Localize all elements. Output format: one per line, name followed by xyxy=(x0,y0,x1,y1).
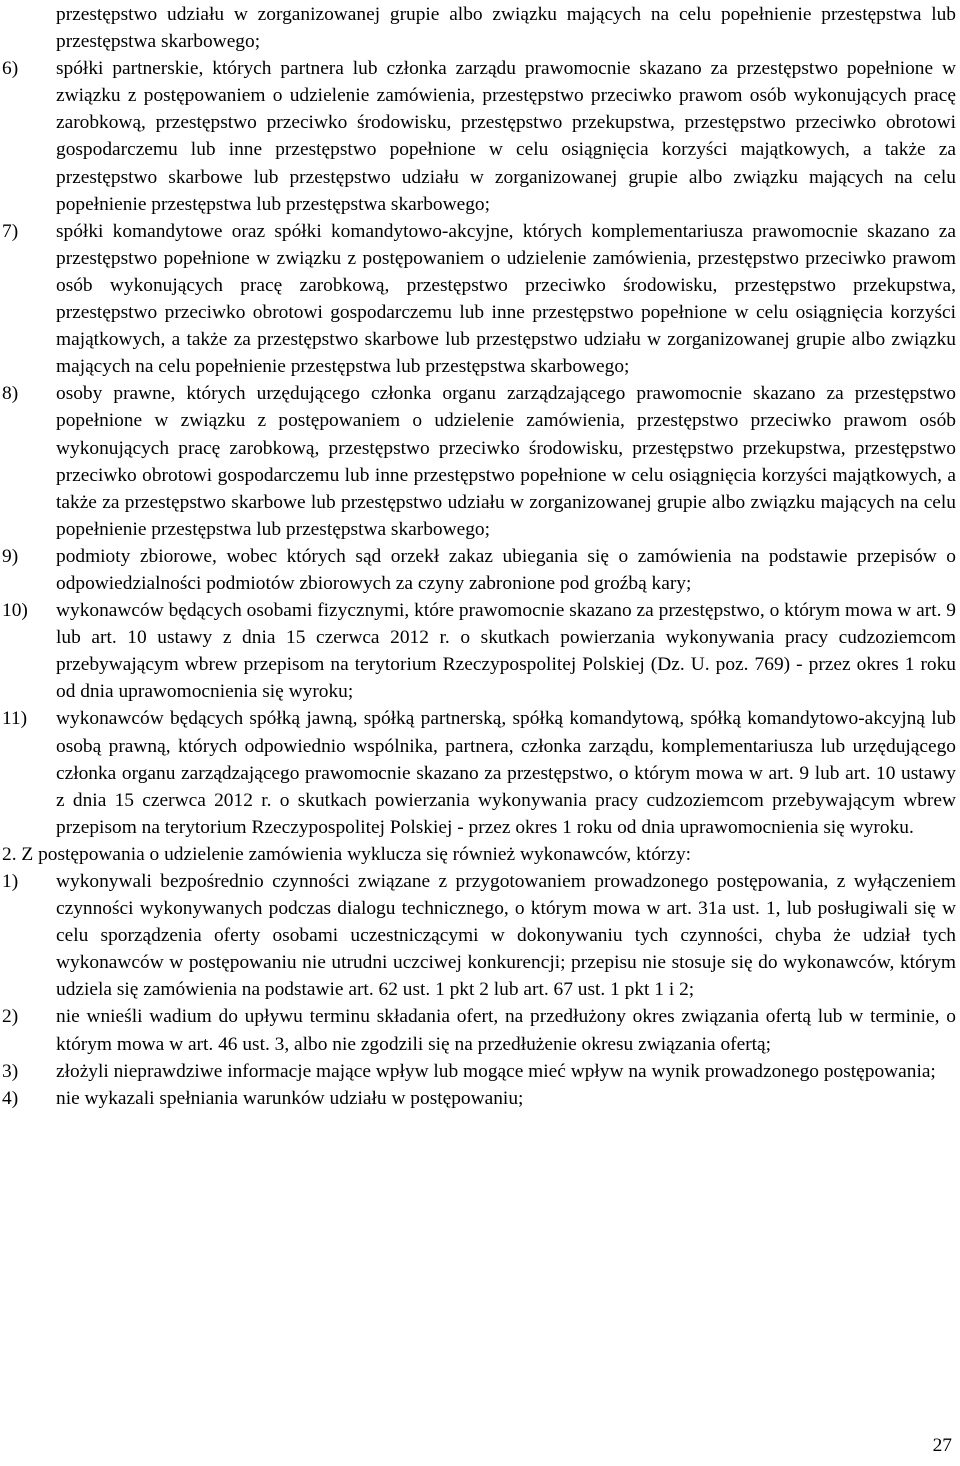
list-item-number: 10) xyxy=(2,600,28,622)
list-item-text: wykonywali bezpośrednio czynności związane z przygotowaniem prowadzonego postępowania, z wyłączeniem czynności wykonywanych podczas dialogu technicznego, o którym mowa w art. 31a ust. 1, lub posługiwali się w celu sporządzenia oferty osobami uczestniczącymi w dokonywaniu tych czynności, chyba że udział tych wykonawców w postępowaniu nie utrudni uczciwej konkurencji; przepisu nie stosuje się do wykonawców, którym udziela się zamówienia na podstawie art. 62 ust. 1 pkt 2 lub art. 67 ust. 1 pkt 1 i 2; xyxy=(56,871,956,1001)
page-number: 27 xyxy=(932,1435,952,1456)
list-item-number: 7) xyxy=(2,220,19,242)
list-item-text: podmioty zbiorowe, wobec których sąd orzekł zakaz ubiegania się o zamówienia na podstawie przepisów o odpowiedzialności podmiotów zbiorowych za czyny zabronione pod groźbą kary; xyxy=(56,545,956,594)
list-item-text: wykonawców będących spółką jawną, spółką partnerską, spółką komandytową, spółką komandytowo-akcyjną lub osobą prawną, których odpowiednio wspólnika, partnera, członka zarządu, komplementariusza lub urzędującego członka organu zarządzającego prawomocnie skazano za przestępstwo, o którym mowa w art. 9 lub art. 10 ustawy z dnia 15 czerwca 2012 r. o skutkach powierzania wykonywania pracy cudzoziemcom przebywającym wbrew przepisom na terytorium Rzeczypospolitej Polskiej - przez okres 1 roku od dnia uprawomocnienia się wyroku. xyxy=(56,708,956,838)
list-item-7 xyxy=(2,218,956,381)
list-item-9 xyxy=(2,543,956,597)
list-item-2 xyxy=(2,1003,956,1057)
list-item-number: 6) xyxy=(2,58,19,80)
list-item-number: 4) xyxy=(2,1087,19,1109)
list-item-number: 1) xyxy=(2,871,19,892)
list-item-text: osoby prawne, których urzędującego członka organu zarządzającego prawomocnie skazano za przestępstwo popełnione w związku z postępowaniem o udzielenie zamówienia, przestępstwo przeciwko prawom osób wykonujących pracę zarobkową, przestępstwo przeciwko środowisku, przestępstwo przekupstwa, przestępstwo przeciwko obrotowi gospodarczemu lub inne przestępstwo popełnione w celu osiągnięcia korzyści majątkowych, a także za przestępstwo skarbowe lub przestępstwo udziału w zorganizowanej grupie albo związku mających na celu popełnienie przestępstwa lub przestępstwa skarbowego; xyxy=(56,383,956,540)
list-item-text: przestępstwo udziału w zorganizowanej grupie albo związku mających na celu popełnienie przestępstwa lub przestępstwa skarbowego; xyxy=(56,4,956,53)
list-item-8 xyxy=(2,380,956,543)
list-item-number: 3) xyxy=(2,1060,19,1082)
list-item-number: 8) xyxy=(2,383,19,405)
list-item-3 xyxy=(2,1058,956,1085)
list-item-10 xyxy=(2,597,956,705)
list-item-number: 11) xyxy=(2,708,28,730)
list-item-text: spółki komandytowe oraz spółki komandytowo-akcyjne, których komplementariusza prawomocnie skazano za przestępstwo popełnione w związku z postępowaniem o udzielenie zamówienia, przestępstwo przeciwko prawom osób wykonujących pracę zarobkową, przestępstwo przeciwko środowisku, przestępstwo przekupstwa, przestępstwo przeciwko obrotowi gospodarczemu lub inne przestępstwo popełnione w celu osiągnięcia korzyści majątkowych, a także za przestępstwo skarbowe lub przestępstwo udziału w zorganizowanej grupie albo związku mających na celu popełnienie przestępstwa lub przestępstwa skarbowego; xyxy=(56,220,956,378)
list-item-4 xyxy=(2,1085,956,1112)
list-item-11 xyxy=(2,705,956,840)
list-item-6 xyxy=(2,55,956,218)
list-item-text: nie wykazali spełniania warunków udziału w postępowaniu; xyxy=(56,1087,524,1109)
section-heading-2: 2. Z postępowania o udzielenie zamówienia wyklucza się również wykonawców, którzy: xyxy=(2,843,692,865)
list-item-text: nie wnieśli wadium do upływu terminu składania ofert, na przedłużony okres związania ofertą lub w terminie, o którym mowa w art. 46 ust. 3, albo nie zgodzili się na przedłużenie okresu związania ofertą; xyxy=(56,1006,956,1055)
list-item-text: złożyli nieprawdziwe informacje mające wpływ lub mogące mieć wpływ na wynik prowadzonego postępowania; xyxy=(56,1060,936,1082)
list-item-text: spółki partnerskie, których partnera lub członka zarządu prawomocnie skazano za przestępstwo popełnione w związku z postępowaniem o udzielenie zamówienia, przestępstwo przeciwko prawom osób wykonujących pracę zarobkową, przestępstwo przeciwko środowisku, przestępstwo przekupstwa, przestępstwo przeciwko obrotowi gospodarczemu lub inne przestępstwo popełnione w celu osiągnięcia korzyści majątkowych, a także za przestępstwo skarbowe lub przestępstwo udziału w zorganizowanej grupie albo związku mających na celu popełnienie przestępstwa lub przestępstwa skarbowego; xyxy=(56,58,956,215)
document-body xyxy=(2,1,956,1112)
list-item-number: 9) xyxy=(2,545,19,567)
list-item-continuation xyxy=(2,1,956,55)
list-item-text: wykonawców będących osobami fizycznymi, które prawomocnie skazano za przestępstwo, o którym mowa w art. 9 lub art. 10 ustawy z dnia 15 czerwca 2012 r. o skutkach powierzania wykonywania pracy cudzoziemcom przebywającym wbrew przepisom na terytorium Rzeczypospolitej Polskiej (Dz. U. poz. 769) - przez okres 1 roku od dnia uprawomocnienia się wyroku; xyxy=(56,600,956,703)
list-item-1 xyxy=(2,868,956,1003)
list-item-number: 2) xyxy=(2,1006,19,1028)
